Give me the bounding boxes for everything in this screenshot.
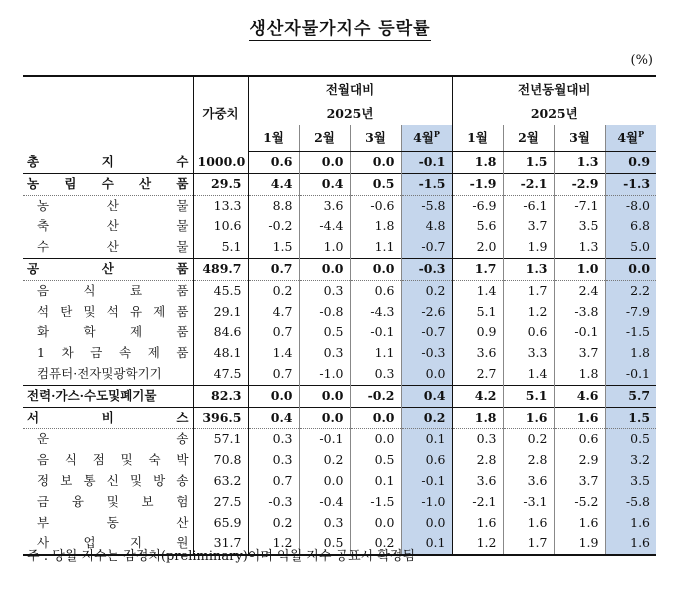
row-label-text: 정 보 통 신 및 방 송 — [37, 472, 189, 488]
row-label — [23, 302, 193, 323]
row-label-text: 수 산 물 — [37, 239, 189, 255]
table-row — [23, 302, 656, 323]
mom-cell: -0.3 — [248, 492, 299, 513]
row-label-text: 1 차 금 속 제 품 — [37, 345, 189, 361]
table-row — [23, 322, 656, 343]
row-label-text: 전력·가스·수도및폐기물 — [27, 387, 157, 403]
yoy-cell: 1.6 — [605, 513, 656, 534]
yoy-cell: -1.3 — [605, 173, 656, 195]
row-label — [23, 343, 193, 364]
table-row — [23, 450, 656, 471]
yoy-cell: -2.9 — [554, 173, 605, 195]
weight-cell: 13.3 — [193, 195, 248, 216]
yoy-cell: 1.4 — [503, 364, 554, 385]
mom-cell: -4.3 — [350, 302, 401, 323]
table-row — [23, 385, 656, 407]
weight-cell: 29.5 — [193, 173, 248, 195]
yoy-cell: 6.8 — [605, 216, 656, 237]
mom-cell: -0.1 — [350, 322, 401, 343]
mom-cell: 0.0 — [299, 471, 350, 492]
header-blank — [23, 76, 193, 152]
row-label-text: 부 동 산 — [37, 514, 189, 530]
yoy-cell: 0.9 — [605, 152, 656, 174]
yoy-cell: -1.9 — [452, 173, 503, 195]
row-label — [23, 407, 193, 429]
row-label — [23, 471, 193, 492]
mom-cell: -0.6 — [350, 195, 401, 216]
yoy-cell: 3.6 — [452, 343, 503, 364]
table-row — [23, 258, 656, 280]
yoy-cell: 0.6 — [554, 429, 605, 450]
yoy-cell: 1.6 — [503, 407, 554, 429]
header-month-prelim: 4월$^P$ — [605, 125, 656, 152]
table-title: 생산자물가지수 등락률 — [249, 19, 431, 39]
table-row — [23, 237, 656, 258]
mom-cell: -0.1 — [299, 429, 350, 450]
table-row — [23, 407, 656, 429]
row-label-text: 화 학 제 품 — [37, 324, 189, 340]
ppi-table — [23, 75, 656, 556]
mom-cell: -0.3 — [401, 343, 452, 364]
mom-cell: -0.7 — [401, 322, 452, 343]
table-row — [23, 364, 656, 385]
mom-cell: 0.0 — [299, 152, 350, 174]
header-month: 1월 — [452, 125, 503, 152]
table-row — [23, 343, 656, 364]
footnote: 주 : 당월 지수는 잠정치(preliminary)이며 익월 지수 공표시 확정됨 — [27, 549, 416, 564]
yoy-cell: 2.8 — [503, 450, 554, 471]
yoy-cell: -2.1 — [452, 492, 503, 513]
mom-cell: 0.0 — [299, 385, 350, 407]
weight-cell: 82.3 — [193, 385, 248, 407]
yoy-cell: 3.3 — [503, 343, 554, 364]
mom-cell: 0.2 — [248, 280, 299, 301]
yoy-cell: 1.8 — [605, 343, 656, 364]
yoy-cell: 0.5 — [605, 429, 656, 450]
header-year-yoy: 2025년 — [452, 103, 656, 125]
row-label — [23, 492, 193, 513]
yoy-cell: -2.1 — [503, 173, 554, 195]
table-row — [23, 429, 656, 450]
yoy-cell: 3.5 — [605, 471, 656, 492]
row-label — [23, 280, 193, 301]
mom-cell: 0.0 — [350, 429, 401, 450]
yoy-cell: 1.3 — [554, 152, 605, 174]
mom-cell: 0.7 — [248, 258, 299, 280]
mom-cell: 0.0 — [350, 258, 401, 280]
weight-cell: 5.1 — [193, 237, 248, 258]
mom-cell: 0.4 — [248, 407, 299, 429]
yoy-cell: 1.3 — [554, 237, 605, 258]
yoy-cell: 0.3 — [452, 429, 503, 450]
mom-cell: 0.0 — [401, 364, 452, 385]
yoy-cell: 1.6 — [452, 513, 503, 534]
row-label — [23, 258, 193, 280]
mom-cell: 0.7 — [248, 364, 299, 385]
row-label-text: 사 업 지 원 — [37, 535, 189, 551]
mom-cell: 0.5 — [350, 450, 401, 471]
yoy-cell: 2.9 — [554, 450, 605, 471]
row-label-text: 축 산 물 — [37, 218, 189, 234]
mom-cell: 0.0 — [248, 385, 299, 407]
weight-cell: 489.7 — [193, 258, 248, 280]
yoy-cell: 3.7 — [554, 471, 605, 492]
row-label — [23, 513, 193, 534]
yoy-cell: 4.2 — [452, 385, 503, 407]
yoy-cell: -6.1 — [503, 195, 554, 216]
mom-cell: -0.1 — [401, 471, 452, 492]
header-month: 1월 — [248, 125, 299, 152]
yoy-cell: 1.6 — [554, 407, 605, 429]
mom-cell: -0.1 — [401, 152, 452, 174]
mom-cell: 0.5 — [350, 173, 401, 195]
mom-cell: 0.1 — [401, 533, 452, 555]
yoy-cell: -0.1 — [554, 322, 605, 343]
row-label — [23, 385, 193, 407]
mom-cell: 0.3 — [299, 513, 350, 534]
weight-cell: 10.6 — [193, 216, 248, 237]
yoy-cell: 3.7 — [503, 216, 554, 237]
weight-cell: 47.5 — [193, 364, 248, 385]
yoy-cell: 1.2 — [452, 533, 503, 555]
weight-cell: 396.5 — [193, 407, 248, 429]
mom-cell: 0.1 — [401, 429, 452, 450]
weight-cell: 84.6 — [193, 322, 248, 343]
header-month: 2월 — [299, 125, 350, 152]
header-weight: 가중치 — [193, 76, 248, 152]
yoy-cell: -5.8 — [605, 492, 656, 513]
yoy-cell: 5.0 — [605, 237, 656, 258]
mom-cell: 3.6 — [299, 195, 350, 216]
unit-label: (%) — [630, 53, 653, 68]
yoy-cell: 1.0 — [554, 258, 605, 280]
table-row — [23, 471, 656, 492]
mom-cell: -0.4 — [299, 492, 350, 513]
mom-cell: -1.0 — [401, 492, 452, 513]
mom-cell: 1.1 — [350, 237, 401, 258]
weight-cell: 65.9 — [193, 513, 248, 534]
mom-cell: -1.0 — [299, 364, 350, 385]
yoy-cell: 1.5 — [503, 152, 554, 174]
row-label-text: 컴퓨터·전자및광학기기 — [37, 365, 162, 381]
mom-cell: 1.2 — [248, 533, 299, 555]
yoy-cell: -7.9 — [605, 302, 656, 323]
weight-cell: 57.1 — [193, 429, 248, 450]
yoy-cell: 1.9 — [554, 533, 605, 555]
row-label-text: 농 림 수 산 품 — [27, 175, 189, 191]
row-label-text: 음 식 점 및 숙 박 — [37, 452, 189, 468]
mom-cell: 0.3 — [248, 429, 299, 450]
row-label — [23, 216, 193, 237]
mom-cell: 0.7 — [248, 322, 299, 343]
mom-cell: 1.0 — [299, 237, 350, 258]
mom-cell: 0.2 — [401, 280, 452, 301]
mom-cell: -0.2 — [350, 385, 401, 407]
yoy-cell: 3.2 — [605, 450, 656, 471]
mom-cell: 0.2 — [401, 407, 452, 429]
mom-cell: 0.7 — [248, 471, 299, 492]
weight-cell: 1000.0 — [193, 152, 248, 174]
mom-cell: 0.3 — [299, 343, 350, 364]
yoy-cell: -7.1 — [554, 195, 605, 216]
yoy-cell: -8.0 — [605, 195, 656, 216]
yoy-cell: 1.8 — [452, 152, 503, 174]
yoy-cell: -3.8 — [554, 302, 605, 323]
mom-cell: 1.8 — [350, 216, 401, 237]
header-month: 3월 — [350, 125, 401, 152]
table-row — [23, 173, 656, 195]
mom-cell: -5.8 — [401, 195, 452, 216]
mom-cell: 0.2 — [299, 450, 350, 471]
mom-cell: -0.8 — [299, 302, 350, 323]
table-row — [23, 492, 656, 513]
header-group-yoy: 전년동월대비 — [452, 76, 656, 103]
table-row — [23, 195, 656, 216]
yoy-cell: 5.7 — [605, 385, 656, 407]
row-label — [23, 450, 193, 471]
mom-cell: 0.3 — [299, 280, 350, 301]
yoy-cell: 1.9 — [503, 237, 554, 258]
mom-cell: 0.4 — [299, 173, 350, 195]
mom-cell: 0.0 — [350, 152, 401, 174]
header-month: 3월 — [554, 125, 605, 152]
yoy-cell: 2.7 — [452, 364, 503, 385]
yoy-cell: 4.6 — [554, 385, 605, 407]
mom-cell: -0.7 — [401, 237, 452, 258]
mom-cell: -0.3 — [401, 258, 452, 280]
mom-cell: -2.6 — [401, 302, 452, 323]
yoy-cell: 1.6 — [554, 513, 605, 534]
mom-cell: 0.6 — [248, 152, 299, 174]
mom-cell: 0.0 — [350, 407, 401, 429]
table-row — [23, 152, 656, 174]
mom-cell: 1.4 — [248, 343, 299, 364]
yoy-cell: 5.1 — [503, 385, 554, 407]
mom-cell: 0.0 — [299, 407, 350, 429]
mom-cell: 0.0 — [299, 258, 350, 280]
yoy-cell: 1.7 — [503, 280, 554, 301]
yoy-cell: 1.2 — [503, 302, 554, 323]
mom-cell: 1.1 — [350, 343, 401, 364]
mom-cell: 0.4 — [401, 385, 452, 407]
header-year-mom: 2025년 — [248, 103, 452, 125]
row-label — [23, 173, 193, 195]
weight-cell: 31.7 — [193, 533, 248, 555]
yoy-cell: 1.6 — [503, 513, 554, 534]
yoy-cell: 1.6 — [605, 533, 656, 555]
yoy-cell: -6.9 — [452, 195, 503, 216]
row-label — [23, 195, 193, 216]
yoy-cell: 1.3 — [503, 258, 554, 280]
yoy-cell: 1.5 — [605, 407, 656, 429]
mom-cell: 4.4 — [248, 173, 299, 195]
mom-cell: 0.5 — [299, 322, 350, 343]
yoy-cell: 5.6 — [452, 216, 503, 237]
yoy-cell: 0.0 — [605, 258, 656, 280]
mom-cell: 0.0 — [401, 513, 452, 534]
yoy-cell: 2.4 — [554, 280, 605, 301]
row-label-text: 운 송 — [37, 431, 189, 447]
row-label-text: 석 탄 및 석 유 제 품 — [37, 303, 189, 319]
mom-cell: 0.2 — [248, 513, 299, 534]
mom-cell: 1.5 — [248, 237, 299, 258]
yoy-cell: 1.7 — [503, 533, 554, 555]
yoy-cell: -5.2 — [554, 492, 605, 513]
row-label-text: 서 비 스 — [27, 409, 189, 425]
row-label-text: 농 산 물 — [37, 197, 189, 213]
mom-cell: 0.6 — [350, 280, 401, 301]
mom-cell: 0.3 — [350, 364, 401, 385]
table-row — [23, 280, 656, 301]
weight-cell: 70.8 — [193, 450, 248, 471]
mom-cell: -1.5 — [401, 173, 452, 195]
mom-cell: 0.6 — [401, 450, 452, 471]
header-month-prelim: 4월$^P$ — [401, 125, 452, 152]
yoy-cell: 2.0 — [452, 237, 503, 258]
weight-cell: 45.5 — [193, 280, 248, 301]
mom-cell: 0.3 — [248, 450, 299, 471]
yoy-cell: 3.5 — [554, 216, 605, 237]
mom-cell: 4.8 — [401, 216, 452, 237]
yoy-cell: 0.6 — [503, 322, 554, 343]
mom-cell: 4.7 — [248, 302, 299, 323]
row-label-text: 총 지 수 — [27, 153, 189, 169]
weight-cell: 27.5 — [193, 492, 248, 513]
weight-cell: 63.2 — [193, 471, 248, 492]
yoy-cell: 3.6 — [452, 471, 503, 492]
mom-cell: 0.0 — [350, 513, 401, 534]
mom-cell: 0.5 — [299, 533, 350, 555]
mom-cell: 8.8 — [248, 195, 299, 216]
yoy-cell: 0.2 — [503, 429, 554, 450]
yoy-cell: 5.1 — [452, 302, 503, 323]
yoy-cell: 3.6 — [503, 471, 554, 492]
mom-cell: 0.2 — [350, 533, 401, 555]
row-label — [23, 322, 193, 343]
yoy-cell: 2.2 — [605, 280, 656, 301]
yoy-cell: -0.1 — [605, 364, 656, 385]
row-label-text: 음 식 료 품 — [37, 282, 189, 298]
header-group-mom: 전월대비 — [248, 76, 452, 103]
yoy-cell: -1.5 — [605, 322, 656, 343]
weight-cell: 29.1 — [193, 302, 248, 323]
row-label — [23, 152, 193, 174]
mom-cell: 0.1 — [350, 471, 401, 492]
yoy-cell: 1.8 — [452, 407, 503, 429]
yoy-cell: 2.8 — [452, 450, 503, 471]
row-label — [23, 429, 193, 450]
yoy-cell: 1.8 — [554, 364, 605, 385]
yoy-cell: 3.7 — [554, 343, 605, 364]
row-label-text: 금 융 및 보 험 — [37, 493, 189, 509]
row-label-text: 공 산 품 — [27, 260, 189, 276]
table-body — [23, 152, 656, 556]
header-month: 2월 — [503, 125, 554, 152]
yoy-cell: 1.4 — [452, 280, 503, 301]
yoy-cell: 1.7 — [452, 258, 503, 280]
table-row — [23, 216, 656, 237]
row-label — [23, 364, 193, 385]
yoy-cell: -3.1 — [503, 492, 554, 513]
mom-cell: -0.2 — [248, 216, 299, 237]
row-label — [23, 237, 193, 258]
mom-cell: -4.4 — [299, 216, 350, 237]
table-row — [23, 513, 656, 534]
yoy-cell: 0.9 — [452, 322, 503, 343]
mom-cell: -1.5 — [350, 492, 401, 513]
weight-cell: 48.1 — [193, 343, 248, 364]
